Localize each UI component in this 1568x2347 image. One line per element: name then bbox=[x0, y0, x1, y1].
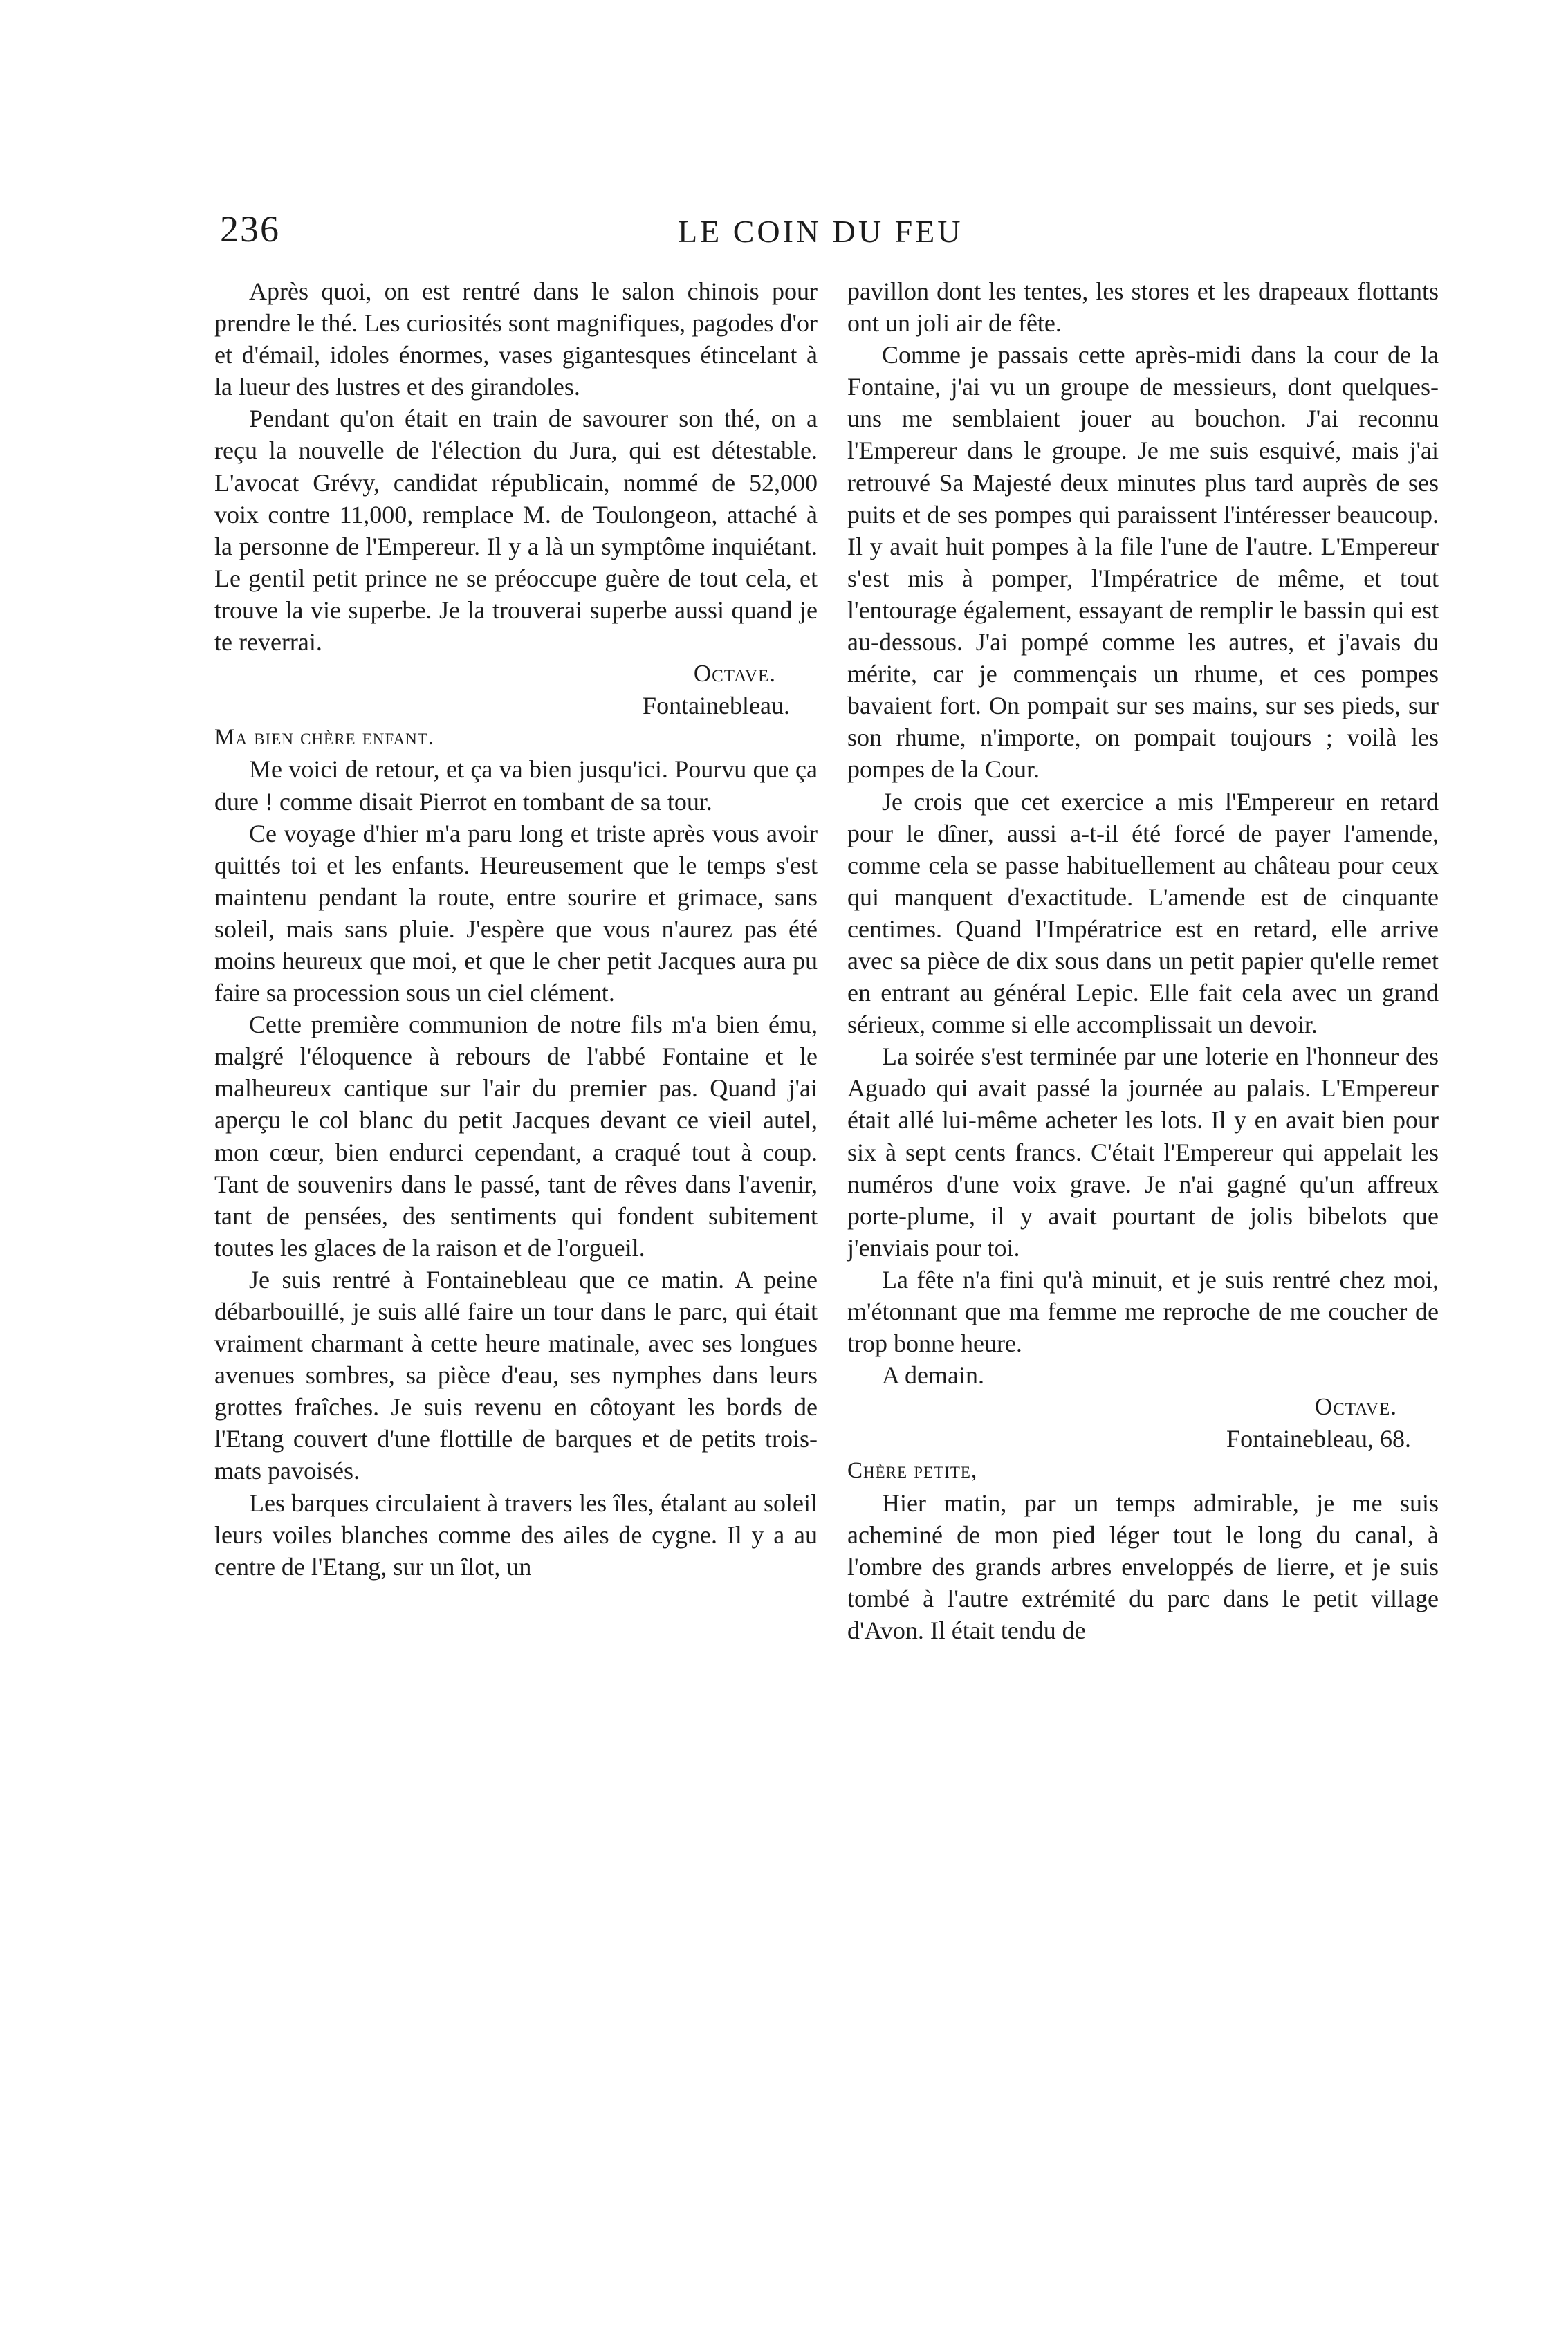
paragraph: La soirée s'est terminée par une loterie en l'honneur des Aguado qui avait passé la journée au palais. L'Empereur était allé lui-même acheter les lots. Il y en avait bien pour six à sept cents francs. C'était l'Empereur qui appelait les numéros d'une voix grave. Je n'ai gagné qu'un affreux porte-plume, il y avait pourtant de jolis bibelots que j'enviais pour toi. bbox=[847, 1042, 1439, 1262]
paragraph: Les barques circulaient à travers les îles, étalant au soleil leurs voiles blanches comme des ailes de cygne. Il y a au centre de l'Etang, sur un îlot, un bbox=[214, 1489, 818, 1581]
letter-signature: Octave. bbox=[1314, 1393, 1397, 1421]
page-header bbox=[201, 208, 1446, 256]
paragraph: pavillon dont les tentes, les stores et les drapeaux flottants ont un joli air de fête. bbox=[847, 277, 1439, 338]
letter-signature: Octave. bbox=[693, 660, 776, 688]
paragraph: Je crois que cet exercice a mis l'Empereur en retard pour le dîner, aussi a-t-il été forcé de payer l'amende, comme cela se passe habituellement au château pour ceux qui manquent d'exactitude. L'amende est de cinquante centimes. Quand l'Impératrice est en retard, elle arrive avec sa pièce de dix sous dans un petit papier qu'elle remet en entrant au général Lepic. Elle fait cela avec un grand sérieux, comme si elle accomplissait un devoir. bbox=[847, 787, 1439, 1039]
paragraph: Hier matin, par un temps admirable, je me suis acheminé de mon pied léger tout le long du canal, à l'ombre des grands arbres enveloppés de lierre, et je suis tombé à l'autre extrémité du parc dans le petit village d'Avon. Il était tendu de bbox=[847, 1489, 1439, 1644]
running-title: LE COIN DU FEU bbox=[678, 214, 963, 249]
left-column bbox=[214, 275, 818, 1583]
paragraph: Comme je passais cette après-midi dans la cour de la Fontaine, j'ai vu un groupe de messieurs, dont quelques-uns me semblaient jouer au bouchon. J'ai reconnu l'Empereur dans le groupe. Je me suis esquivé, mais j'ai retrouvé Sa Majesté deux minutes plus tard auprès de ses puits et de ses pompes qui paraissent l'intéresser beaucoup. Il y avait huit pompes à la file l'une de l'autre. L'Empereur s'est mis à pomper, l'Impératrice de même, et tout l'entourage également, essayant de remplir le bassin qui est au-dessous. J'ai pompé comme les autres, et j'avais du mérite, car je commençais un rhume, et ces pompes bavaient fort. On pompait sur ses mains, sur ses pieds, sur son rhume, n'importe, on pompait toujours ; voilà les pompes de la Cour. bbox=[847, 341, 1439, 784]
page-number: 236 bbox=[220, 208, 280, 250]
paragraph: Je suis rentré à Fontainebleau que ce matin. A peine débarbouillé, je suis allé faire un tour dans le parc, qui était vraiment charmant à cette heure matinale, avec ses longues avenues sombres, sa pièce d'eau, ses nymphes dans leurs grottes fraîches. Je suis revenu en côtoyant les bords de l'Etang couvert d'une flottille de barques et de petits trois-mats pavoisés. bbox=[214, 1265, 818, 1485]
letter-place: Fontainebleau. bbox=[643, 692, 790, 720]
paragraph: Cette première communion de notre fils m'a bien ému, malgré l'éloquence à rebours de l'abbé Fontaine et le malheureux cantique sur l'air du premier pas. Quand j'ai aperçu le col blanc du petit Jacques devant ce vieil autel, mon cœur, bien endurci cependant, a craqué tout à coup. Tant de souvenirs dans le passé, tant de rêves dans l'avenir, tant de pensées, des sentiments qui fondent subitement toutes les glaces de la raison et de l'orgueil. bbox=[214, 1011, 818, 1262]
paragraph: A demain. bbox=[882, 1361, 984, 1390]
right-column bbox=[847, 275, 1439, 1646]
paragraph: Après quoi, on est rentré dans le salon chinois pour prendre le thé. Les curiosités sont magnifiques, pagodes d'or et d'émail, idoles énormes, vases gigantesques étincelant à la lueur des lustres et des girandoles. bbox=[214, 277, 818, 401]
paragraph: La fête n'a fini qu'à minuit, et je suis rentré chez moi, m'étonnant que ma femme me reproche de me coucher de trop bonne heure. bbox=[847, 1265, 1439, 1358]
letter-place: Fontainebleau, 68. bbox=[1226, 1425, 1411, 1453]
paragraph: Pendant qu'on était en train de savourer son thé, on a reçu la nouvelle de l'élection du Jura, qui est détestable. L'avocat Grévy, candidat républicain, nommé de 52,000 voix contre 11,000, remplace M. de Toulongeon, attaché à la personne de l'Empereur. Il y a là un symptôme inquiétant. Le gentil petit prince ne se préoccupe guère de tout cela, et trouve la vie superbe. Je la trouverai superbe aussi quand je te reverrai. bbox=[214, 405, 818, 656]
paragraph: Ce voyage d'hier m'a paru long et triste après vous avoir quittés toi et les enfants. Heureusement que le temps s'est maintenu pendant la route, entre sourire et grimace, sans soleil, mais sans pluie. J'espère que vous n'aurez pas été moins heureux que moi, et que le cher petit Jacques aura pu faire sa procession sous un ciel clément. bbox=[214, 819, 818, 1007]
letter-salutation: Chère petite, bbox=[847, 1458, 978, 1484]
paragraph: Me voici de retour, et ça va bien jusqu'ici. Pourvu que ça dure ! comme disait Pierrot en tombant de sa tour. bbox=[214, 755, 818, 816]
letter-salutation: Ma bien chère enfant. bbox=[214, 725, 435, 751]
